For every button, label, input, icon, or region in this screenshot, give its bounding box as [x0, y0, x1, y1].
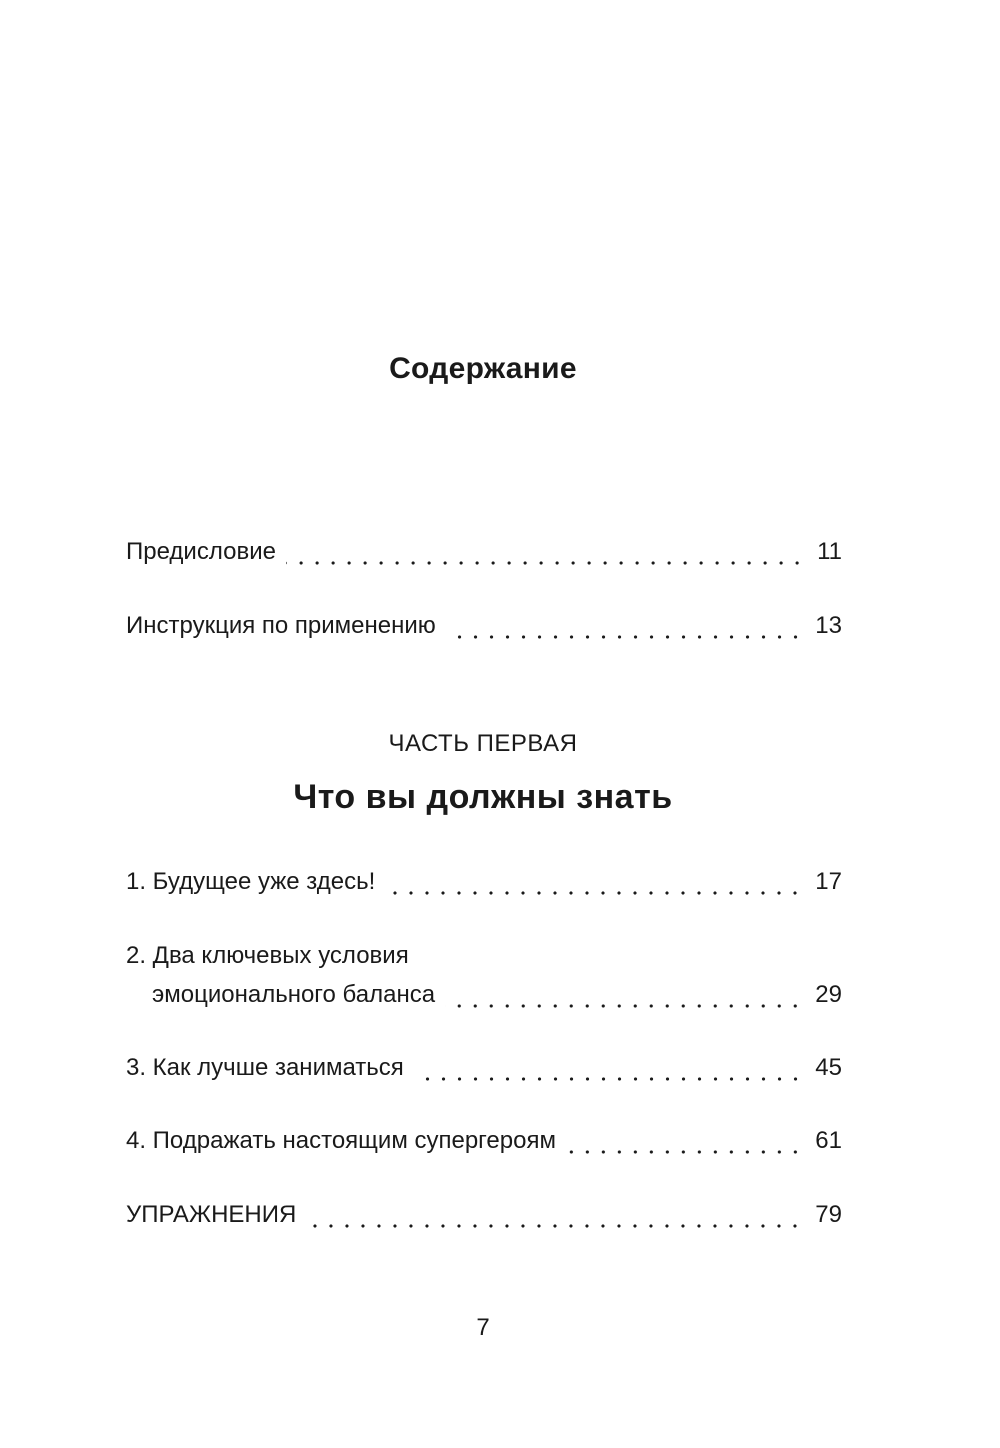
dot-leader: [566, 1125, 803, 1157]
toc-entry-label-line1: 2. Два ключевых условия: [126, 942, 409, 969]
toc-entry-label: Инструкция по применению: [126, 612, 436, 639]
dot-leader: [445, 979, 803, 1011]
dot-leader: [286, 536, 805, 568]
page-number: 7: [476, 1314, 490, 1341]
toc-entry-chapter-3[interactable]: [126, 1052, 842, 1084]
toc-entry-chapter-1[interactable]: [126, 866, 842, 898]
toc-entry-label-line2: эмоционального баланса: [152, 981, 436, 1008]
toc-entry-chapter-4[interactable]: [126, 1125, 842, 1157]
toc-entry-page: 13: [815, 612, 842, 639]
part-title: Что вы должны знать: [293, 778, 673, 816]
toc-entry-exercises[interactable]: [126, 1199, 842, 1231]
dot-leader: [414, 1052, 804, 1084]
toc-entry-page: 29: [815, 981, 842, 1008]
toc-entry-label: Предисловие: [126, 538, 276, 565]
toc-entry-preface[interactable]: [126, 536, 842, 568]
toc-entry-page: 11: [817, 538, 842, 565]
toc-entry-page: 45: [815, 1054, 842, 1081]
toc-entry-label: 4. Подражать настоящим супергероям: [126, 1127, 556, 1154]
toc-entry-line2: [152, 979, 842, 1011]
toc-entry-label: 3. Как лучше заниматься: [126, 1054, 404, 1081]
toc-entry-page: 17: [815, 868, 842, 895]
dot-leader: [385, 866, 803, 898]
toc-entry-label: УПРАЖНЕНИЯ: [126, 1201, 297, 1228]
page-title: Содержание: [389, 352, 577, 385]
dot-leader: [306, 1199, 803, 1231]
part-kicker: ЧАСТЬ ПЕРВАЯ: [388, 730, 578, 757]
toc-entry-instructions[interactable]: [126, 610, 842, 642]
toc-entry-page: 61: [815, 1127, 842, 1154]
toc-entry-label: 1. Будущее уже здесь!: [126, 868, 376, 895]
toc-entry-page: 79: [815, 1201, 842, 1228]
dot-leader: [446, 610, 804, 642]
